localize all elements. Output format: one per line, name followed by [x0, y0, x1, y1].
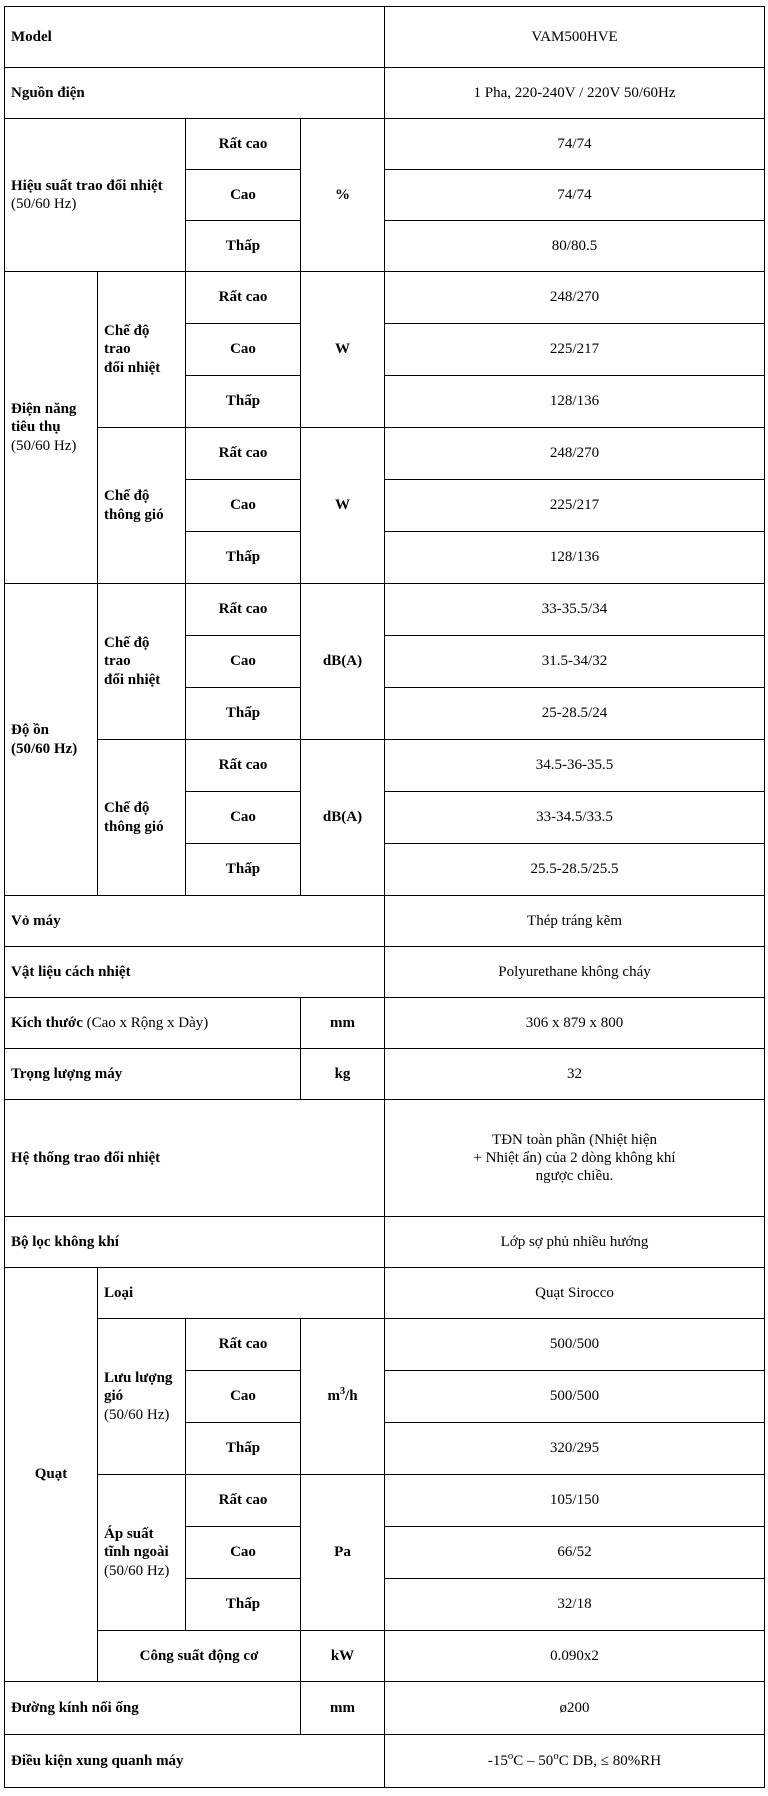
table-row-airflow-very-high: [5, 1319, 765, 1371]
unit-noise-hx: dB(A): [301, 584, 385, 740]
row-value-duct-diameter: ø200: [385, 1682, 765, 1735]
speed-label: Thấp: [186, 688, 301, 740]
table-row-air-filter: [5, 1217, 765, 1268]
speed-label: Thấp: [186, 1579, 301, 1631]
speed-label: Cao: [186, 1371, 301, 1423]
ambient-min-temp: -15: [487, 1752, 508, 1769]
fan-type-label: Loại: [98, 1268, 385, 1319]
value-cell: 31.5-34/32: [385, 636, 765, 688]
power-consumption-label-main: Điện năng tiêu thụ: [11, 401, 77, 436]
table-row-noise-hx-very-high: [5, 584, 765, 636]
table-row-fan-type: [5, 1268, 765, 1319]
mode-label-ventilation: [98, 740, 186, 896]
speed-label: Cao: [186, 170, 301, 221]
row-label-ambient: Điều kiện xung quanh máy: [5, 1735, 385, 1788]
value-cell: 225/217: [385, 480, 765, 532]
value-cell: 128/136: [385, 376, 765, 428]
speed-label: Thấp: [186, 221, 301, 272]
table-row-motor-power: [5, 1631, 765, 1682]
speed-label: Cao: [186, 636, 301, 688]
mode-label-heat-exchange: [98, 584, 186, 740]
row-label-noise: Độ ồn (50/60 Hz): [5, 584, 98, 896]
speed-label: Rất cao: [186, 428, 301, 480]
mode-label-line2: đổi nhiệt: [104, 671, 161, 688]
specification-table: [4, 6, 765, 1788]
row-value-weight: 32: [385, 1049, 765, 1100]
row-value-power-source: 1 Pha, 220-240V / 220V 50/60Hz: [385, 68, 765, 119]
static-pressure-label: [98, 1475, 186, 1631]
speed-label: Cao: [186, 324, 301, 376]
table-row-model: [5, 7, 765, 68]
table-row-efficiency-very-high: [5, 119, 765, 170]
airflow-label-note: (50/60 Hz): [104, 1406, 170, 1423]
row-value-insulation: Polyurethane không cháy: [385, 947, 765, 998]
table-row-consumption-hx-very-high: [5, 272, 765, 324]
value-cell: 248/270: [385, 272, 765, 324]
row-value-air-filter: Lớp sợ phủ nhiều hướng: [385, 1217, 765, 1268]
mode-label-line1: Chế độ: [104, 488, 150, 505]
table-row-duct-diameter: [5, 1682, 765, 1735]
mode-label-line2: thông gió: [104, 506, 164, 523]
speed-label: Thấp: [186, 532, 301, 584]
value-cell: 32/18: [385, 1579, 765, 1631]
speed-label: Cao: [186, 792, 301, 844]
power-consumption-label-note: (50/60 Hz): [11, 437, 77, 454]
mode-label-line1: Chế độ: [104, 800, 150, 817]
value-cell: 34.5-36-35.5: [385, 740, 765, 792]
table-row-weight: [5, 1049, 765, 1100]
speed-label: Rất cao: [186, 1475, 301, 1527]
row-label-fan: Quạt: [5, 1268, 98, 1682]
table-row-consumption-vent-very-high: [5, 428, 765, 480]
table-row-noise-vent-very-high: [5, 740, 765, 792]
ambient-max-temp: C – 50: [513, 1752, 554, 1769]
unit-exchange-efficiency: %: [301, 119, 385, 272]
speed-label: Thấp: [186, 844, 301, 896]
speed-label: Cao: [186, 1527, 301, 1579]
value-cell: 225/217: [385, 324, 765, 376]
speed-label: Thấp: [186, 1423, 301, 1475]
speed-label: Rất cao: [186, 1319, 301, 1371]
table-row-static-pressure-very-high: [5, 1475, 765, 1527]
static-pressure-label-main: Áp suất tĩnh ngoài: [104, 1526, 169, 1561]
airflow-label: [98, 1319, 186, 1475]
value-cell: 320/295: [385, 1423, 765, 1475]
row-label-model: Model: [5, 7, 385, 68]
value-cell: 74/74: [385, 170, 765, 221]
row-label-exchange-efficiency: [5, 119, 186, 272]
dimensions-label-main: Kích thước: [11, 1014, 83, 1031]
value-cell: 74/74: [385, 119, 765, 170]
unit-airflow: [301, 1319, 385, 1475]
motor-power-label: Công suất động cơ: [98, 1631, 301, 1682]
speed-label: Rất cao: [186, 740, 301, 792]
unit-airflow-exponent: 3: [339, 1386, 346, 1398]
value-cell: 25.5-28.5/25.5: [385, 844, 765, 896]
unit-airflow-prefix: m: [327, 1388, 340, 1405]
row-value-exchange-system: [385, 1100, 765, 1217]
mode-label-line2: thông gió: [104, 818, 164, 835]
unit-motor-power: kW: [301, 1631, 385, 1682]
speed-label: Rất cao: [186, 119, 301, 170]
exchange-system-line2: + Nhiệt ẩn) của 2 dòng không khí: [473, 1149, 676, 1166]
exchange-efficiency-label-note: (50/60 Hz): [11, 196, 77, 212]
value-cell: 25-28.5/24: [385, 688, 765, 740]
row-label-power-consumption: [5, 272, 98, 584]
table-row-exchange-system: [5, 1100, 765, 1217]
dimensions-label-note: (Cao x Rộng x Dày): [86, 1014, 209, 1031]
value-cell: 33-34.5/33.5: [385, 792, 765, 844]
exchange-system-line1: TĐN toàn phần (Nhiệt hiện: [492, 1131, 657, 1148]
mode-label-line1: Chế độ trao: [104, 635, 150, 670]
value-cell: 80/80.5: [385, 221, 765, 272]
exchange-system-line3: ngược chiều.: [535, 1168, 614, 1185]
exchange-efficiency-label-main: Hiệu suất trao đổi nhiệt: [11, 177, 163, 194]
speed-label: Rất cao: [186, 584, 301, 636]
degree-symbol-icon: o: [553, 1749, 559, 1762]
speed-label: Thấp: [186, 376, 301, 428]
unit-power-hx: W: [301, 272, 385, 428]
unit-dimensions: mm: [301, 998, 385, 1049]
value-cell: 105/150: [385, 1475, 765, 1527]
value-cell: 248/270: [385, 428, 765, 480]
value-cell: 128/136: [385, 532, 765, 584]
row-value-ambient: [385, 1735, 765, 1788]
row-label-exchange-system: Hệ thống trao đổi nhiệt: [5, 1100, 385, 1217]
fan-type-value: Quạt Sirocco: [385, 1268, 765, 1319]
mode-label-line1: Chế độ trao: [104, 323, 150, 358]
row-label-weight: Trọng lượng máy: [5, 1049, 301, 1100]
table-row-ambient-conditions: [5, 1735, 765, 1788]
mode-label-ventilation: [98, 428, 186, 584]
row-label-casing: Vỏ máy: [5, 896, 385, 947]
speed-label: Cao: [186, 480, 301, 532]
row-value-model: VAM500HVE: [385, 7, 765, 68]
unit-static-pressure: Pa: [301, 1475, 385, 1631]
unit-weight: kg: [301, 1049, 385, 1100]
row-label-power-source: Nguồn điện: [5, 68, 385, 119]
unit-duct-diameter: mm: [301, 1682, 385, 1735]
ambient-humidity: C DB, ≤ 80%RH: [558, 1752, 662, 1769]
row-value-dimensions: 306 x 879 x 800: [385, 998, 765, 1049]
row-label-duct-diameter: Đường kính nối ống: [5, 1682, 301, 1735]
table-row-power-source: [5, 68, 765, 119]
mode-label-heat-exchange: [98, 272, 186, 428]
degree-symbol-icon: o: [507, 1749, 514, 1762]
speed-label: Rất cao: [186, 272, 301, 324]
motor-power-value: 0.090x2: [385, 1631, 765, 1682]
row-value-casing: Thép tráng kẽm: [385, 896, 765, 947]
value-cell: 66/52: [385, 1527, 765, 1579]
table-row-dimensions: [5, 998, 765, 1049]
static-pressure-label-note: (50/60 Hz): [104, 1562, 170, 1579]
airflow-label-main: Lưu lượng gió: [104, 1370, 173, 1405]
unit-airflow-suffix: /h: [345, 1388, 358, 1405]
table-row-insulation: [5, 947, 765, 998]
row-label-dimensions: [5, 998, 301, 1049]
row-label-insulation: Vật liệu cách nhiệt: [5, 947, 385, 998]
unit-noise-vent: dB(A): [301, 740, 385, 896]
value-cell: 500/500: [385, 1319, 765, 1371]
row-label-air-filter: Bộ lọc không khí: [5, 1217, 385, 1268]
table-row-casing: [5, 896, 765, 947]
value-cell: 500/500: [385, 1371, 765, 1423]
mode-label-line2: đổi nhiệt: [104, 359, 161, 376]
value-cell: 33-35.5/34: [385, 584, 765, 636]
unit-power-vent: W: [301, 428, 385, 584]
